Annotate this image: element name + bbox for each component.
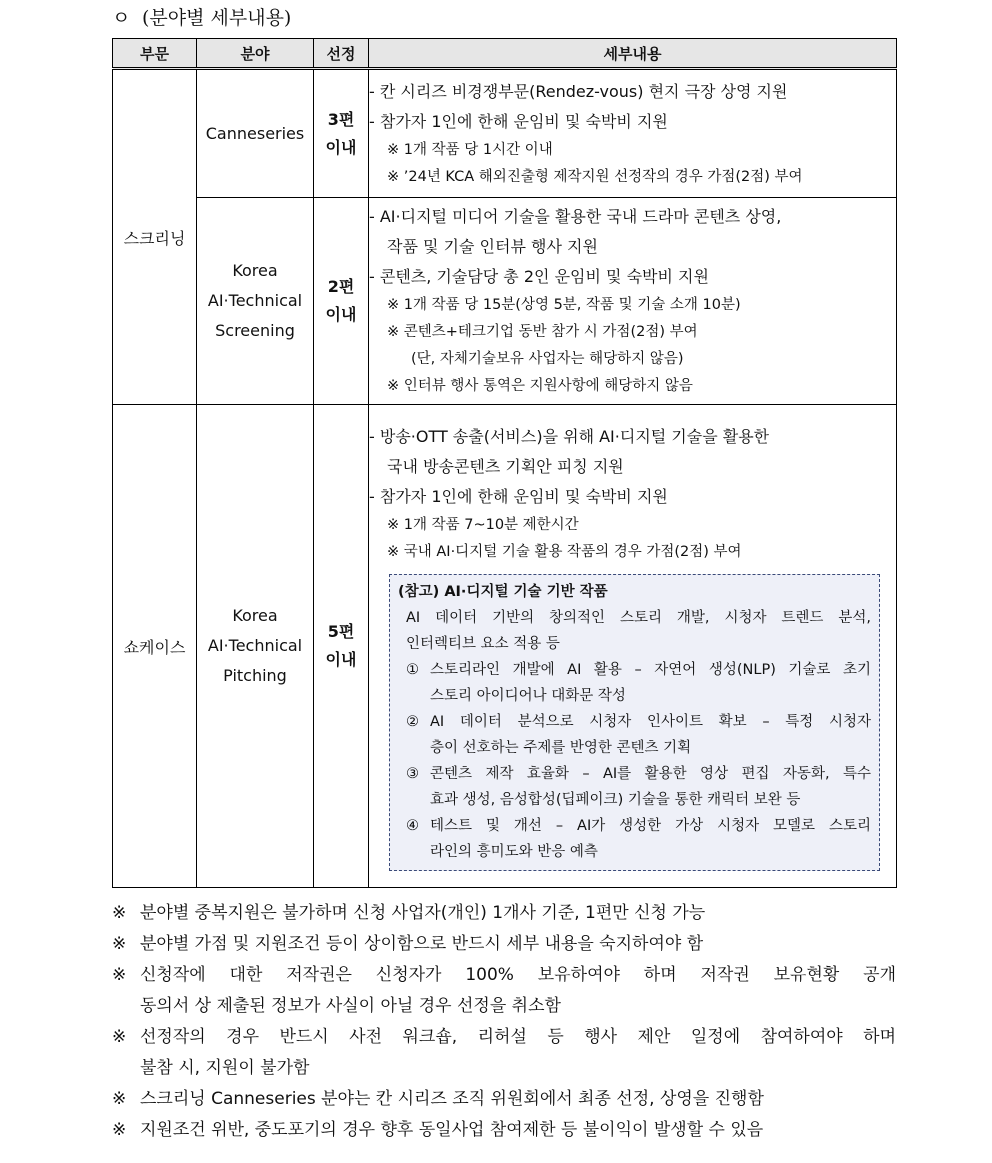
note-line: ※ 1개 작품 당 1시간 이내 [387,141,553,158]
selection-limit: 이내 [325,650,357,669]
header-section: 부문 [113,39,197,69]
footnote [112,1084,896,1115]
selection-canneseries [314,69,369,198]
selection-count: 2편 [327,277,355,296]
field-name-line: Screening [215,321,295,340]
note-line: ※ 1개 작품 7~10분 제한시간 [387,516,579,533]
detail-line: - 칸 시리즈 비경쟁부문(Rendez-vous) 현지 극장 상영 지원 [369,81,788,101]
reference-intro-line: 인터렉티브 요소 적용 등 [406,635,560,652]
footnote [112,1115,896,1146]
table-header-row [113,39,897,69]
item-line: 라인의 흥미도와 반응 예측 [430,843,598,860]
footnote-line: 불참 시, 지원이 불가함 [140,1058,310,1078]
table-row-showcase [113,405,897,888]
footnote-line: 선정작의 경우 반드시 사전 워크숍, 리허설 등 행사 제안 일정에 참여하여야 하며 [140,1027,896,1047]
footnote [112,898,896,929]
item-number: ① [406,661,419,678]
selection-showcase [314,405,369,888]
field-korea-screening [197,198,314,405]
footnote-mark: ※ [112,934,127,954]
note-line-continued: (단, 자체기술보유 사업자는 해당하지 않음) [411,351,684,367]
footnote [112,1022,896,1084]
footnote-line: 스크리닝 Canneseries 분야는 칸 시리즈 조직 위원회에서 최종 선정, 상영을 진행함 [140,1089,764,1109]
program-detail-table [112,38,897,888]
footnote-line: 분야별 중복지원은 불가하며 신청 사업자(개인) 1개사 기준, 1편만 신청 가능 [140,903,706,923]
item-number: ④ [406,817,419,834]
item-line: 층이 선호하는 주제를 반영한 콘텐츠 기획 [430,739,692,756]
note-line: ※ ’24년 KCA 해외진출형 제작지원 선정작의 경우 가점(2점) 부여 [387,168,803,185]
reference-intro-line: AI 데이터 기반의 창의적인 스토리 개발, 시청자 트렌드 분석, [406,609,871,626]
footnote [112,960,896,1022]
details-showcase [369,405,897,888]
selection-count: 5편 [327,622,355,641]
footnotes [112,898,896,1146]
field-canneseries [197,69,314,198]
header-details: 세부내용 [369,39,897,69]
detail-line: - 참가자 1인에 한해 운임비 및 숙박비 지원 [369,111,668,131]
header-selection: 선정 [314,39,369,69]
field-name-line: AI·Technical [207,291,303,310]
field-name-line: Pitching [223,666,287,685]
reference-item [398,761,871,813]
note-line: ※ 국내 AI·디지털 기술 활용 작품의 경우 가점(2점) 부여 [387,543,742,560]
reference-item [398,813,871,865]
field-name-line: Canneseries [205,123,305,143]
selection-limit: 이내 [325,305,357,324]
detail-line: - 콘텐츠, 기술담당 총 2인 운임비 및 숙박비 지원 [369,267,709,286]
section-showcase: 쇼케이스 [113,405,197,888]
item-line: 스토리라인 개발에 AI 활용 – 자연어 생성(NLP) 기술로 초기 [430,661,871,678]
footnote-line: 신청작에 대한 저작권은 신청자가 100% 보유하여야 하며 저작권 보유현황 공개 [140,965,896,985]
item-number: ③ [406,765,419,782]
field-name-line: AI·Technical [207,636,303,655]
footnote-line: 분야별 가점 및 지원조건 등이 상이함으로 반드시 세부 내용을 숙지하여야 함 [140,934,704,954]
details-canneseries [369,69,897,198]
note-line: ※ 인터뷰 행사 통역은 지원사항에 해당하지 않음 [387,378,693,394]
footnote-mark: ※ [112,1089,127,1109]
detail-line: - 방송·OTT 송출(서비스)을 위해 AI·디지털 기술을 활용한 [369,426,770,446]
item-line: AI 데이터 분석으로 시청자 인사이트 확보 – 특정 시청자 [430,713,871,730]
table-row-canneseries [113,69,897,198]
detail-line: - AI·디지털 미디어 기술을 활용한 국내 드라마 콘텐츠 상영, [369,207,782,226]
footnote-line: 지원조건 위반, 중도포기의 경우 향후 동일사업 참여제한 등 불이익이 발생할 수 있음 [140,1120,764,1140]
item-line: 효과 생성, 음성합성(딥페이크) 기술을 통한 캐릭터 보완 등 [430,791,801,808]
note-line: ※ 콘텐츠+테크기업 동반 참가 시 가점(2점) 부여 [387,324,698,340]
selection-count: 3편 [327,109,355,129]
footnote-mark: ※ [112,1120,127,1140]
footnote-mark: ※ [112,903,127,923]
detail-line: - 참가자 1인에 한해 운임비 및 숙박비 지원 [369,486,668,506]
heading-bullet: ㅇ [112,7,131,29]
reference-item [398,657,871,709]
footnote-mark: ※ [112,1027,127,1047]
details-korea-screening [369,198,897,405]
header-field: 분야 [197,39,314,69]
item-line: 스토리 아이디어나 대화문 작성 [430,687,626,704]
page-heading [112,4,291,32]
footnote-line: 동의서 상 제출된 정보가 사실이 아닐 경우 선정을 취소함 [140,996,561,1016]
selection-korea-screening [314,198,369,405]
item-line: 테스트 및 개선 – AI가 생성한 가상 시청자 모델로 스토리 [430,817,871,834]
field-name-line: Korea [232,261,278,280]
detail-line-continued: 국내 방송콘텐츠 기획안 피칭 지원 [387,456,624,476]
field-name-line: Korea [232,606,278,625]
table-row-korea-screening [113,198,897,405]
heading-text: (분야별 세부내용) [142,7,292,29]
reference-box [389,574,880,871]
note-line: ※ 1개 작품 당 15분(상영 5분, 작품 및 기술 소개 10분) [387,297,741,313]
item-line: 콘텐츠 제작 효율화 – AI를 활용한 영상 편집 자동화, 특수 [430,765,871,782]
selection-limit: 이내 [325,137,357,157]
detail-line-continued: 작품 및 기술 인터뷰 행사 지원 [387,237,598,256]
field-korea-pitching [197,405,314,888]
footnote [112,929,896,960]
item-number: ② [406,713,419,730]
reference-item [398,709,871,761]
footnote-mark: ※ [112,965,127,985]
section-screening: 스크리닝 [113,69,197,405]
reference-title: (참고) AI·디지털 기술 기반 작품 [398,583,608,600]
